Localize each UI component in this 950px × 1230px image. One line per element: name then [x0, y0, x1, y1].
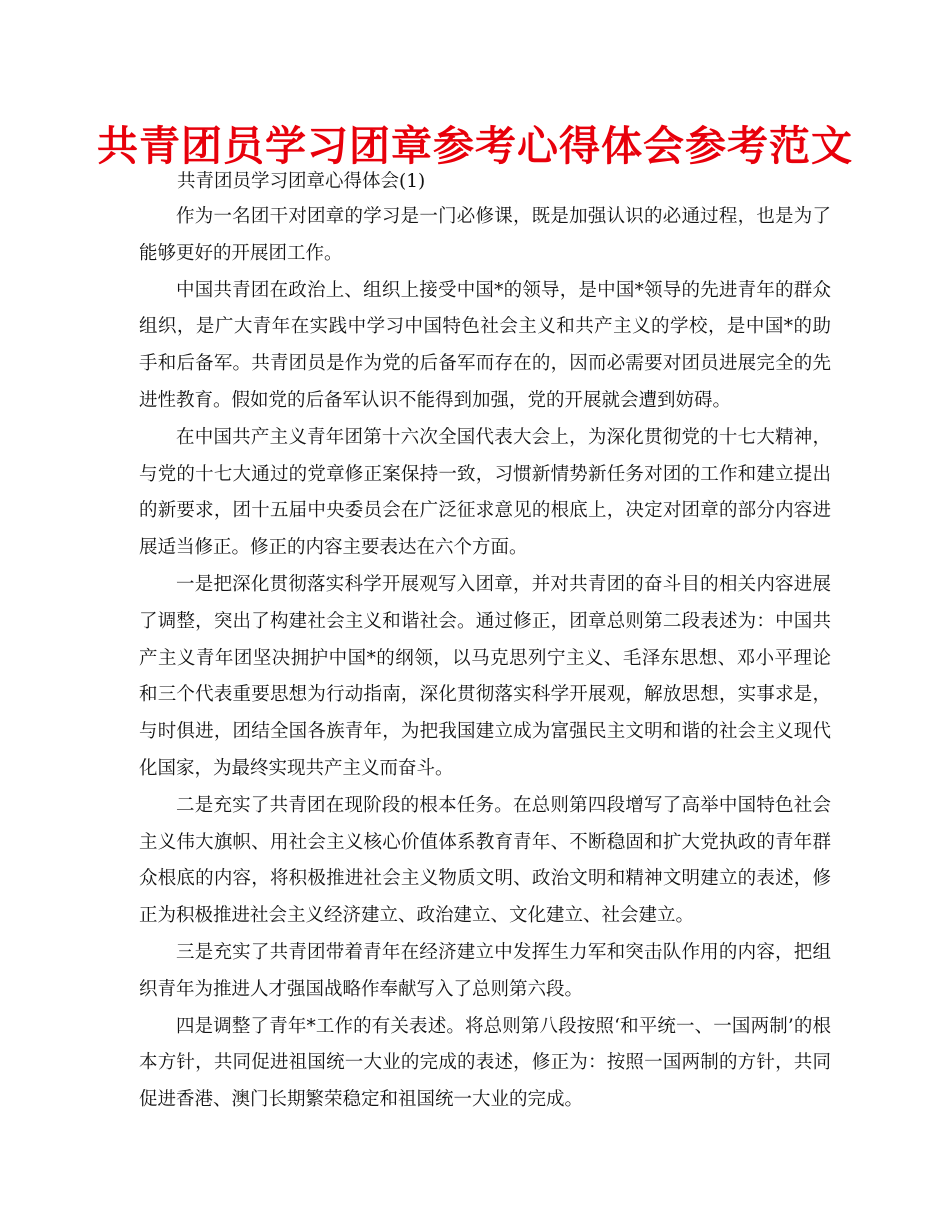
paragraph: 二是充实了共青团在现阶段的根本任务。在总则第四段增写了高举中国特色社会主义伟大旗帜、用社会主义核心价值体系教育青年、不断稳固和扩大党执政的青年群众根底的内容，将积极推进社会主义物质文明、政治文明和精神文明建立的表述，修正为积极推进社会主义经济建立、政治建立、文化建立、社会建立。	[139, 794, 831, 927]
paragraph: 四是调整了青年*工作的有关表述。将总则第八段按照‘和平统一、一国两制’的根本方针，共同促进祖国统一大业的完成的表述，修正为：按照一国两制的方针，共同促进香港、澳门长期繁荣稳定和祖国统一大业的完成。	[139, 1015, 831, 1111]
paragraph: 三是充实了共青团带着青年在经济建立中发挥生力军和突击队作用的内容，把组织青年为推进人才强国战略作奉献写入了总则第六段。	[139, 941, 831, 1000]
paragraph: 中国共青团在政治上、组织上接受中国*的领导，是中国*领导的先进青年的群众组织，是广大青年在实践中学习中国特色社会主义和共产主义的学校，是中国*的助手和后备军。共青团员是作为党的后备军而存在的，因而必需要对团员进展完全的先进性教育。假如党的后备军认识不能得到加强，党的开展就会遭到妨碍。	[139, 279, 831, 411]
paragraph: 在中国共产主义青年团第十六次全国代表大会上，为深化贯彻党的十七大精神，与党的十七大通过的党章修正案保持一致，习惯新情势新任务对团的工作和建立提出的新要求，团十五届中央委员会在广泛征求意见的根底上，决定对团章的部分内容进展适当修正。修正的内容主要表达在六个方面。	[139, 426, 831, 559]
paragraph: 一是把深化贯彻落实科学开展观写入团章，并对共青团的奋斗目的相关内容进展了调整，突出了构建社会主义和谐社会。通过修正，团章总则第二段表述为：中国共产主义青年团坚决拥护中国*的纲领，以马克思列宁主义、毛泽东思想、邓小平理论和三个代表重要思想为行动指南，深化贯彻落实科学开展观，解放思想，实事求是，与时俱进，团结全国各族青年，为把我国建立成为富强民主文明和谐的社会主义现代化国家，为最终实现共产主义而奋斗。	[139, 573, 831, 779]
document-body	[139, 199, 831, 1119]
document-title: 共青团员学习团章参考心得体会参考范文	[97, 122, 853, 170]
document-subtitle: 共青团员学习团章心得体会(1)	[177, 171, 426, 192]
paragraph: 作为一名团干对团章的学习是一门必修课，既是加强认识的必通过程，也是为了能够更好的开展团工作。	[139, 206, 831, 264]
